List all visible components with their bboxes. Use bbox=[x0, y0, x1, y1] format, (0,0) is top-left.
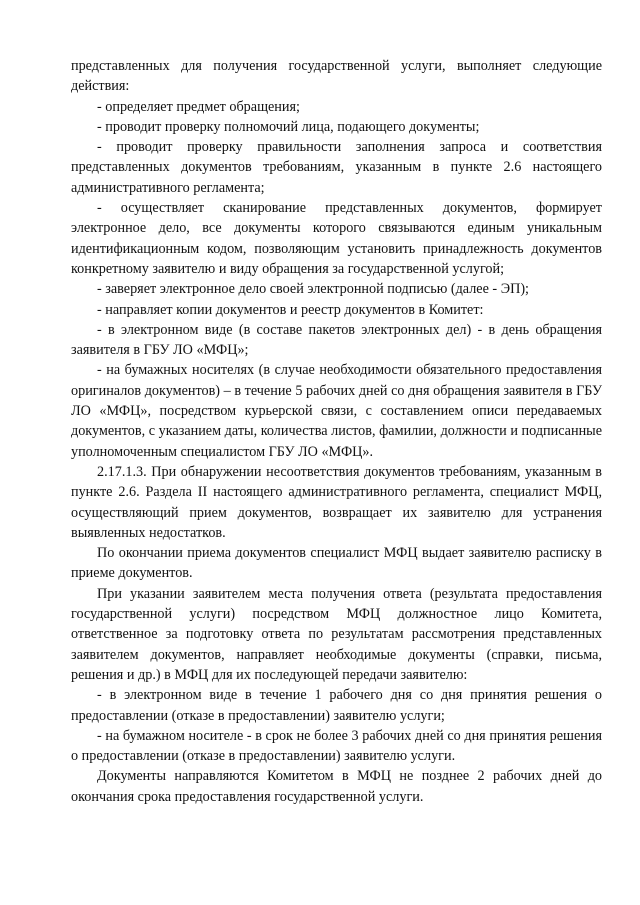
paragraph-continuation: представленных для получения государственной услуги, выполняет следующие действия: bbox=[71, 58, 602, 95]
list-item-paper-response: - на бумажном носителе - в срок не более 3 рабочих дней со дня принятия решения о предоставлении (отказе в предоставлении) заявителю услуги. bbox=[71, 727, 602, 765]
list-item-send-copies: - направляет копии документов и реестр документов в Комитет: bbox=[97, 301, 484, 318]
paragraph-2-17-1-3: 2.17.1.3. При обнаружении несоответствия документов требованиям, указанным в пункте 2.6. Раздела II настоящего административного регламента, специалист МФЦ, осуществляющий прием документов, возвращает их заявителю для устранения выявленных недостатков. bbox=[71, 463, 602, 541]
list-item-check-completion: - проводит проверку правильности заполнения запроса и соответствия представленных документов требованиям, указанным в пункте 2.6 настоящего административного регламента; bbox=[71, 139, 602, 196]
list-item-electronic: - в электронном виде (в составе пакетов электронных дел) - в день обращения заявителя в ГБУ ЛО «МФЦ»; bbox=[71, 321, 602, 359]
list-item-scanning: - осуществляет сканирование представленных документов, формирует электронное дело, все документы которого связываются единым уникальным идентификационным кодом, позволяющим установить принадлежность документов конкретному заявителю и виду обращения за государственной услугой; bbox=[71, 200, 602, 277]
list-item-define-subject: - определяет предмет обращения; bbox=[97, 98, 300, 115]
list-item-electronic-response: - в электронном виде в течение 1 рабочего дня со дня принятия решения о предоставлении (отказе в предоставлении) заявителю услуги; bbox=[71, 687, 602, 724]
paragraph-deadline: Документы направляются Комитетом в МФЦ не позднее 2 рабочих дней до окончания срока предоставления государственной услуги. bbox=[71, 768, 602, 805]
list-item-check-authority: - проводит проверку полномочий лица, подающего документы; bbox=[97, 118, 480, 135]
list-item-signature: - заверяет электронное дело своей электронной подписью (далее - ЭП); bbox=[97, 281, 529, 298]
paragraph-receipt: По окончании приема документов специалист МФЦ выдает заявителю расписку в приеме документов. bbox=[71, 545, 602, 582]
paragraph-response-via-mfc: При указании заявителем места получения ответа (результата предоставления государственной услуги) посредством МФЦ должностное лицо Комитета, ответственное за подготовку ответа по результатам рассмотрения представленных заявителем документов, направляет необходимые документы (справки, письма, решения и др.) в МФЦ для их последующей передачи заявителю: bbox=[71, 585, 602, 683]
list-item-paper: - на бумажных носителях (в случае необходимости обязательного предоставления оригиналов документов) – в течение 5 рабочих дней со дня обращения заявителя в ГБУ ЛО «МФЦ», посредством курьерской связи, с составлением описи передаваемых документов, с указанием даты, количества листов, фамилии, должности и подписанные уполномоченным специалистом ГБУ ЛО «МФЦ». bbox=[71, 362, 602, 460]
